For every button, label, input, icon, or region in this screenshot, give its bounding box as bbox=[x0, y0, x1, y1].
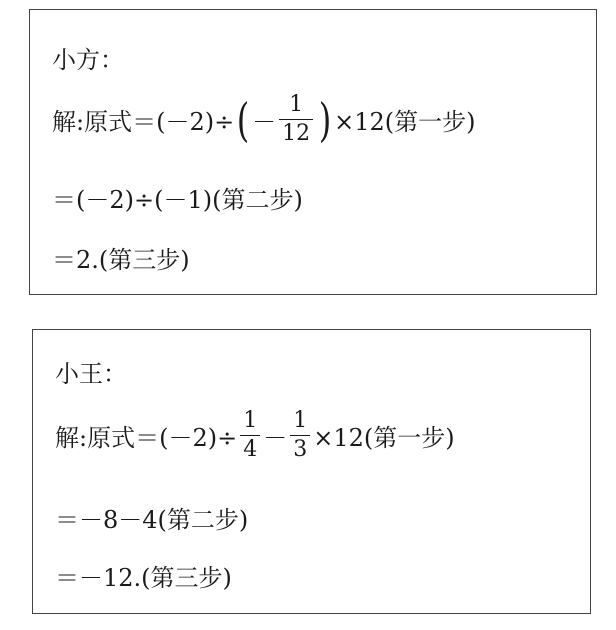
xiaofang-name: 小方： bbox=[52, 46, 124, 74]
xiaowang-name: 小王： bbox=[55, 360, 127, 388]
xiaofang-step1-tail: ×12(第一步) bbox=[334, 108, 476, 136]
fraction-numerator: 1 bbox=[293, 408, 308, 433]
right-paren: ) bbox=[318, 92, 332, 147]
xiaowang-step1-tail: ×12(第一步) bbox=[313, 424, 455, 452]
fraction-one-quarter bbox=[240, 410, 260, 461]
xiaofang-step2: ＝(－2)÷(－1)(第二步) bbox=[52, 186, 303, 214]
xiaowang-step1 bbox=[55, 410, 455, 461]
fraction-numerator: 1 bbox=[243, 408, 258, 433]
xiaofang-solution-box bbox=[29, 9, 597, 295]
xiaofang-step1-minus: － bbox=[252, 108, 277, 136]
fraction-numerator: 1 bbox=[289, 92, 304, 117]
xiaofang-step1-lead: 解:原式＝(－2)÷ bbox=[52, 108, 235, 136]
left-paren: ( bbox=[236, 92, 250, 147]
fraction-one-third bbox=[290, 410, 310, 461]
xiaowang-step1-minus: － bbox=[263, 424, 288, 452]
xiaowang-solution-box bbox=[32, 329, 591, 614]
xiaowang-step1-lead: 解:原式＝(－2)÷ bbox=[55, 424, 238, 452]
fraction-one-twelfth bbox=[279, 94, 313, 145]
xiaowang-step3: ＝－12.(第三步) bbox=[55, 564, 232, 592]
xiaowang-step2: ＝－8－4(第二步) bbox=[55, 506, 249, 534]
xiaofang-step1 bbox=[52, 94, 475, 145]
fraction-denominator: 3 bbox=[290, 435, 310, 461]
xiaofang-step3: ＝2.(第三步) bbox=[52, 246, 190, 274]
fraction-denominator: 12 bbox=[279, 119, 313, 145]
fraction-denominator: 4 bbox=[240, 435, 260, 461]
